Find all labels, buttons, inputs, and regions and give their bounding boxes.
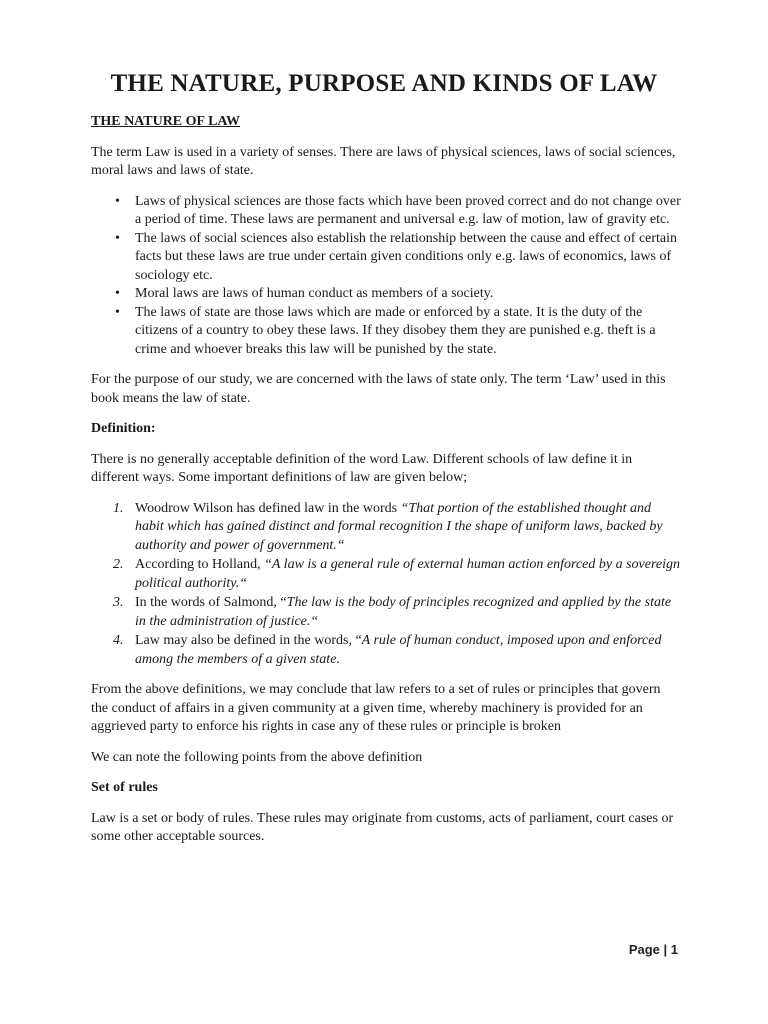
definition-quote: “A law is a general rule of external human action enforced by a sovereign political authority.“ (135, 557, 681, 591)
intro-paragraph: The term Law is used in a variety of senses. There are laws of physical sciences, laws of social sciences, moral laws and laws of state. (91, 144, 676, 178)
document-title: THE NATURE, PURPOSE AND KINDS OF LAW (110, 70, 658, 97)
definition-item (91, 556, 681, 593)
section-heading-nature: THE NATURE OF LAW (91, 114, 240, 129)
list-number: 4. (113, 633, 124, 648)
definition-item (91, 594, 681, 631)
bullet-icon: • (115, 193, 120, 209)
list-item: • Moral laws are laws of human conduct as members of a society. (91, 285, 681, 304)
list-number: 3. (113, 595, 124, 610)
definition-quote: The law is the body of principles recognized and applied by the state in the administration of justice.“ (135, 595, 672, 629)
list-item: • The laws of social sciences also establish the relationship between the cause and effect of certain facts but these laws are true under certain given conditions only e.g. laws of economics, laws of sociology etc. (115, 230, 678, 283)
definitions-list (91, 500, 681, 670)
definition-lead: In the words of Salmond, “ (135, 595, 287, 610)
bullet-icon: • (115, 286, 120, 301)
page-number: Page | 1 (628, 942, 678, 957)
list-item: • Laws of physical sciences are those facts which have been proved correct and do not change over a period of time. These laws are permanent and universal e.g. law of motion, law of gravity etc. (115, 193, 681, 227)
list-number: 1. (113, 500, 124, 516)
definition-quote: “That portion of the established thought and habit which has gained distinct and formal recognition I the shape of uniform laws, backed by authority and power of government.“ (135, 500, 663, 553)
definition-lead: Law may also be defined in the words, “ (135, 633, 362, 648)
purpose-paragraph: For the purpose of our study, we are concerned with the laws of state only. The term ‘Law’ used in this book means the law of state. (91, 372, 666, 406)
law-types-list (91, 193, 681, 360)
bullet-icon: • (115, 230, 120, 246)
note-paragraph: We can note the following points from the above definition (91, 749, 423, 765)
set-of-rules-paragraph: Law is a set or body of rules. These rules may originate from customs, acts of parliament, court cases or some other acceptable sources. (91, 810, 674, 844)
definition-lead: According to Holland, (135, 557, 265, 572)
definition-heading: Definition: (91, 421, 156, 436)
definition-lead: Woodrow Wilson has defined law in the words (135, 500, 401, 516)
bullet-icon: • (115, 304, 120, 320)
set-of-rules-heading: Set of rules (91, 780, 158, 795)
document-body (91, 113, 681, 859)
definition-item (91, 500, 681, 556)
definition-quote: A rule of human conduct, imposed upon and enforced among the members of a given state. (135, 633, 662, 667)
list-number: 2. (113, 557, 124, 572)
list-item: • The laws of state are those laws which are made or enforced by a state. It is the duty of the citizens of a country to obey these laws. If they disobey them they are punished e.g. theft is a crime and whoever breaks this law will be punished by the state. (115, 304, 656, 357)
definition-item (91, 632, 681, 669)
definition-intro-paragraph: There is no generally acceptable definition of the word Law. Different schools of law define it in different ways. Some important definitions of law are given below; (91, 451, 633, 485)
conclusion-paragraph: From the above definitions, we may conclude that law refers to a set of rules or principles that govern the conduct of affairs in a given community at a given time, whereby machinery is provided for an aggrieved party to enforce his rights in case any of these rules or principle is broken (91, 682, 661, 734)
